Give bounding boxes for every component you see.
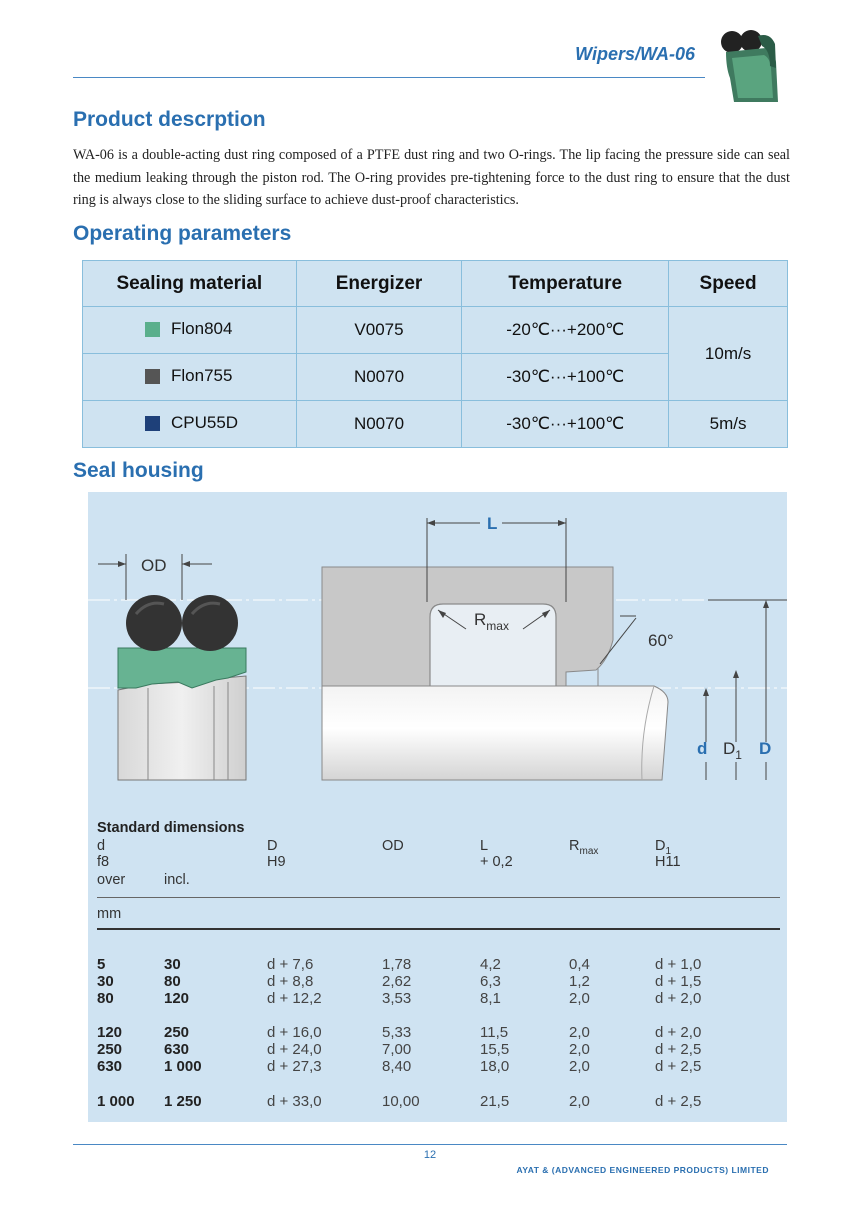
seal-housing-panel: [88, 492, 787, 1122]
rmax-label-sub: max: [486, 619, 509, 633]
cell-D: d + 8,8: [267, 973, 314, 990]
cell-over: 30: [97, 973, 114, 990]
cell-over: 120: [97, 1024, 123, 1041]
operating-parameters-table: [82, 260, 788, 448]
cell-OD: 1,78: [382, 956, 412, 973]
cell-D1: d + 2,5: [655, 1058, 702, 1075]
header-Rmax-sub: max: [579, 845, 599, 857]
cell-L: 18,0: [480, 1058, 510, 1075]
seal-housing-heading: Seal housing: [73, 459, 204, 482]
product-thumbnail-image: [718, 28, 778, 104]
col-header-sealing-material: Sealing material: [83, 261, 297, 307]
cell-L: 6,3: [480, 973, 501, 990]
header-L: L: [480, 838, 489, 854]
cell-D: d + 33,0: [267, 1093, 322, 1110]
operating-parameters-heading: Operating parameters: [73, 222, 292, 245]
header-D-tolerance: H9: [267, 854, 286, 870]
cell-over: 80: [97, 990, 114, 1007]
cell-OD: 2,62: [382, 973, 412, 990]
cell-R: 2,0: [569, 1093, 590, 1110]
footer-rule: [73, 1144, 787, 1145]
cell-L: 15,5: [480, 1041, 510, 1058]
unit-label: mm: [97, 906, 122, 922]
cell-OD: 10,00: [382, 1093, 420, 1110]
cell-L: 8,1: [480, 990, 501, 1007]
material-color-swatch: [145, 369, 160, 384]
temperature-cell: -30℃···+100℃: [462, 354, 669, 401]
cell-L: 21,5: [480, 1093, 510, 1110]
d-label: d: [697, 739, 708, 758]
header-D: D: [267, 838, 278, 854]
d1-label-sub: 1: [735, 748, 742, 762]
header-D1-sub: 1: [665, 845, 672, 857]
col-header-temperature: Temperature: [462, 261, 669, 307]
cell-D: d + 16,0: [267, 1024, 322, 1041]
cell-D1: d + 2,0: [655, 1024, 702, 1041]
material-cell: [83, 354, 297, 401]
header-d: d: [97, 838, 106, 854]
cell-R: 0,4: [569, 956, 590, 973]
cell-incl: 120: [164, 990, 190, 1007]
cell-D1: d + 2,5: [655, 1041, 702, 1058]
table-rule-bottom: [97, 928, 780, 930]
material-name: Flon804: [171, 319, 233, 338]
energizer-cell: N0070: [296, 401, 462, 448]
cell-R: 2,0: [569, 1058, 590, 1075]
cell-over: 5: [97, 956, 106, 973]
speed-cell: 5m/s: [669, 401, 788, 448]
header-incl: incl.: [164, 872, 190, 888]
l-label: L: [487, 514, 498, 533]
energizer-cell: V0075: [296, 307, 462, 354]
footer-company-name: AYAT & (ADVANCED ENGINEERED PRODUCTS) LIMITED: [516, 1165, 769, 1175]
cell-over: 250: [97, 1041, 123, 1058]
header-over: over: [97, 872, 126, 888]
energizer-cell: N0070: [296, 354, 462, 401]
product-description-heading: Product descrption: [73, 108, 266, 131]
material-color-swatch: [145, 416, 160, 431]
cell-R: 2,0: [569, 990, 590, 1007]
cell-incl: 80: [164, 973, 181, 990]
seal-housing-drawing: [88, 492, 787, 812]
cell-OD: 8,40: [382, 1058, 412, 1075]
cell-R: 2,0: [569, 1024, 590, 1041]
cell-L: 4,2: [480, 956, 501, 973]
cell-over: 630: [97, 1058, 123, 1075]
cell-incl: 30: [164, 956, 181, 973]
cell-OD: 3,53: [382, 990, 412, 1007]
cell-over: 1 000: [97, 1093, 135, 1110]
header-D1-tolerance: H11: [655, 854, 681, 870]
material-cell: [83, 401, 297, 448]
cell-incl: 630: [164, 1041, 190, 1058]
cell-D: d + 27,3: [267, 1058, 322, 1075]
cell-R: 1,2: [569, 973, 590, 990]
cell-incl: 250: [164, 1024, 190, 1041]
header-L-tolerance: + 0,2: [480, 854, 513, 870]
cell-D1: d + 2,5: [655, 1093, 702, 1110]
d1-label: [723, 739, 742, 762]
speed-cell: 10m/s: [669, 307, 788, 401]
header-rule: [73, 77, 705, 78]
cell-D: d + 7,6: [267, 956, 314, 973]
cell-D1: d + 1,5: [655, 973, 702, 990]
page-number: 12: [423, 1149, 437, 1161]
standard-dimensions-title: Standard dimensions: [97, 820, 245, 836]
page-header-title: Wipers/WA-06: [575, 44, 695, 64]
material-color-swatch: [145, 322, 160, 337]
d1-label-main: D: [723, 739, 736, 758]
cell-D1: d + 2,0: [655, 990, 702, 1007]
temperature-cell: -20℃···+200℃: [462, 307, 669, 354]
cell-D: d + 12,2: [267, 990, 322, 1007]
material-name: CPU55D: [171, 413, 239, 432]
material-name: Flon755: [171, 366, 233, 385]
header-Rmax-main: R: [569, 838, 580, 854]
cell-R: 2,0: [569, 1041, 590, 1058]
cell-L: 11,5: [480, 1024, 509, 1041]
col-header-energizer: Energizer: [296, 261, 462, 307]
od-label: OD: [141, 556, 167, 575]
header-D1-main: D: [655, 838, 666, 854]
angle-label: 60°: [648, 631, 674, 650]
cell-incl: 1 000: [164, 1058, 202, 1075]
cell-incl: 1 250: [164, 1093, 202, 1110]
cell-D1: d + 1,0: [655, 956, 702, 973]
col-header-speed: Speed: [669, 261, 788, 307]
product-description-text: WA-06 is a double-acting dust ring composed of a PTFE dust ring and two O-rings. The lip facing the pressure side can seal the medium leaking through the piston rod. The O-ring provides pre-tightening force to the dust ring to ensure that the dust ring is always close to the sliding surface to achieve dust-proof characteristics.: [73, 147, 790, 208]
cell-OD: 7,00: [382, 1041, 412, 1058]
header-Rmax: [569, 838, 598, 857]
rmax-label-main: R: [474, 610, 487, 629]
temperature-cell: -30℃···+100℃: [462, 401, 669, 448]
cell-OD: 5,33: [382, 1024, 412, 1041]
material-cell: [83, 307, 297, 354]
header-OD: OD: [382, 838, 404, 854]
table-rule-top: [97, 897, 780, 898]
header-d-tolerance: f8: [97, 854, 110, 870]
D-label: D: [759, 739, 772, 758]
cell-D: d + 24,0: [267, 1041, 322, 1058]
